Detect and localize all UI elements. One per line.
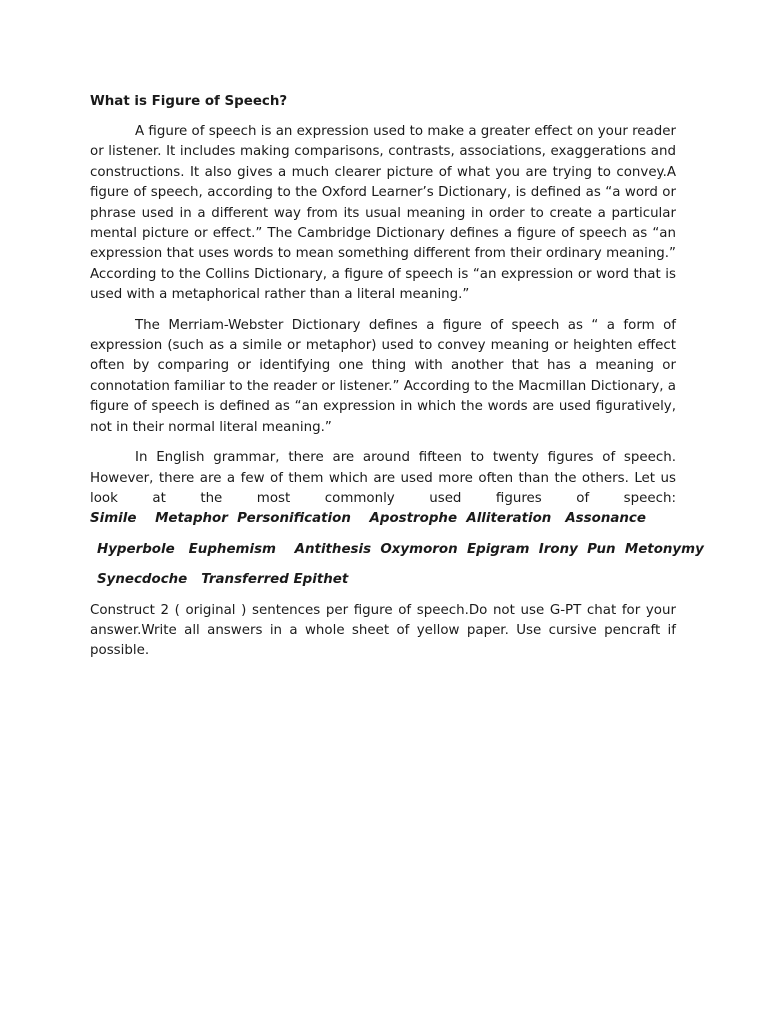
document-page (90, 92, 704, 662)
common-figures-intro: In English grammar, there are around fifteen to twenty figures of speech. However, there are a few of them which are used more often than the others. Let us look at the most commonly used figures of speech: (90, 450, 676, 506)
figures-list-line-3: Synecdoche Transferred Epithet (97, 572, 349, 588)
figures-list-inline: Simile Metaphor Personification Apostrophe Alliteration Assonance (90, 511, 646, 527)
paragraph-merriam-webster: The Merriam-Webster Dictionary defines a figure of speech as “ a form of expression (such as a simile or metaphor) used to convey meaning or heighten effect often by comparing or identifying one thing with another that has a meaning or connotation familiar to the reader or listener.” According to the Macmillan Dictionary, a figure of speech is defined as “an expression in which the words are used figuratively, not in their normal literal meaning.” (90, 317, 676, 435)
assignment-instructions: Construct 2 ( original ) sentences per figure of speech.Do not use G-PT chat for your answer.Write all answers in a whole sheet of yellow paper. Use cursive pencraft if possible. (90, 602, 676, 659)
paragraph-common-figures (90, 448, 676, 530)
paragraph-definitions: A figure of speech is an expression used to make a greater effect on your reader or listener. It includes making comparisons, contrasts, associations, exaggerations and constructions. It also gives a much clearer picture of what you are trying to convey.A figure of speech, according to the Oxford Learner’s Dictionary, is defined as “a word or phrase used in a different way from its usual meaning in order to create a particular mental picture or effect.” The Cambridge Dictionary defines a figure of speech as “an expression that uses words to mean something different from their ordinary meaning.” According to the Collins Dictionary, a figure of speech is “an expression or word that is used with a metaphorical rather than a literal meaning.” (90, 124, 676, 303)
figures-list-line-2: Hyperbole Euphemism Antithesis Oxymoron Epigram Irony Pun Metonymy (97, 541, 704, 557)
document-title: What is Figure of Speech? (90, 94, 288, 109)
